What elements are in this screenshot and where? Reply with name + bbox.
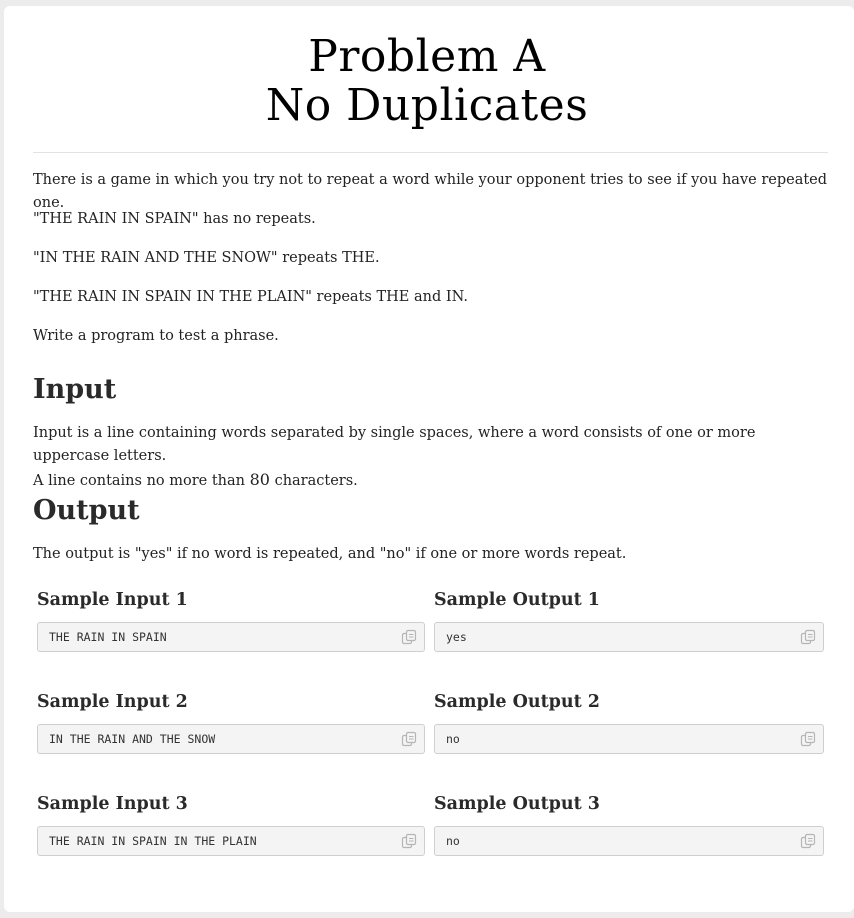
statement-paragraph: "IN THE RAIN AND THE SNOW" repeats THE. [33,250,380,266]
sample-output-3-box[interactable] [434,826,824,856]
copy-icon[interactable] [401,731,417,747]
copy-icon[interactable] [800,833,816,849]
sample-input-3-text[interactable]: THE RAIN IN SPAIN IN THE PLAIN [49,834,257,848]
sample-output-2-heading: Sample Output 2 [434,692,600,712]
input-description-line2-end: characters. [269,473,358,489]
sample-input-2-box[interactable] [37,724,425,754]
copy-icon[interactable] [401,629,417,645]
sample-output-3-heading: Sample Output 3 [434,794,600,814]
statement-paragraph: "THE RAIN IN SPAIN IN THE PLAIN" repeats THE and IN. [33,289,468,305]
sample-input-1-heading: Sample Input 1 [37,590,188,610]
sample-input-3-box[interactable] [37,826,425,856]
statement-paragraph: "THE RAIN IN SPAIN" has no repeats. [33,211,316,227]
output-description: The output is "yes" if no word is repeated, and "no" if one or more words repeat. [33,546,627,562]
sample-input-2-heading: Sample Input 2 [37,692,188,712]
sample-output-2-box[interactable] [434,724,824,754]
input-max-characters: 80 [249,470,270,489]
title-divider [33,152,828,153]
output-heading: Output [33,495,140,526]
sample-input-1-text[interactable]: THE RAIN IN SPAIN [49,630,167,644]
copy-icon[interactable] [800,629,816,645]
statement-paragraph: Write a program to test a phrase. [33,328,279,344]
input-description-line1: Input is a line containing words separated by single spaces, where a word consists of one or more uppercase letters. [33,425,756,464]
input-heading: Input [33,374,117,405]
sample-input-2-text[interactable]: IN THE RAIN AND THE SNOW [49,732,216,746]
sample-input-3-heading: Sample Input 3 [37,794,188,814]
copy-icon[interactable] [401,833,417,849]
sample-output-1-text[interactable]: yes [446,630,467,644]
sample-output-3-text[interactable]: no [446,834,460,848]
sample-input-1-box[interactable] [37,622,425,652]
input-description-line2-start: A line contains no more than [33,473,250,489]
sample-output-2-text[interactable]: no [446,732,460,746]
copy-icon[interactable] [800,731,816,747]
problem-name: No Duplicates [265,80,589,131]
problem-label: Problem A [308,31,546,82]
input-description [33,422,833,493]
statement-paragraph: There is a game in which you try not to repeat a word while your opponent tries to see if you have repeated one. [33,172,828,211]
sample-output-1-box[interactable] [434,622,824,652]
sample-output-1-heading: Sample Output 1 [434,590,600,610]
problem-title [0,32,854,130]
